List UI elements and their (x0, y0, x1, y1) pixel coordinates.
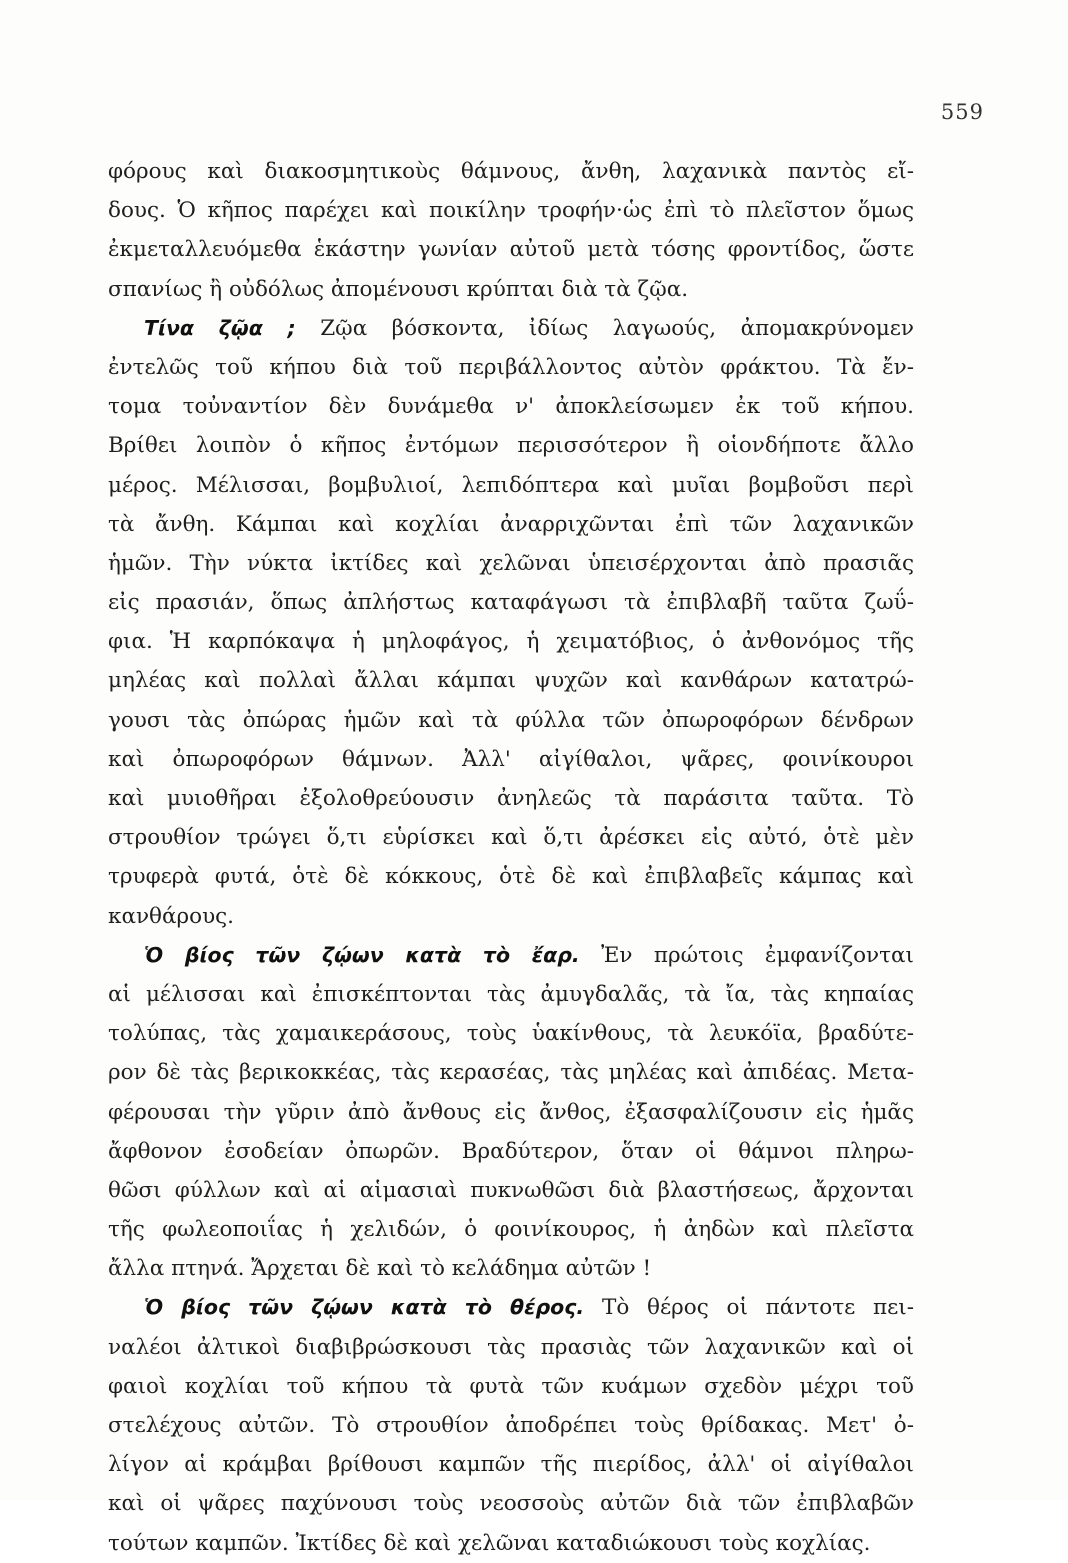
text-line: τῆς φωλεοποιΐας ἡ χελιδών, ὁ φοινίκουρος, ἡ ἀηδὼν καὶ πλεῖστα (108, 1217, 914, 1243)
text-line: καὶ μυιοθῆραι ἐξολοθρεύουσιν ἀνηλεῶς τὰ παράσιτα ταῦτα. Τὸ (108, 786, 914, 811)
text-line: τὰ ἄνθη. Κάμπαι καὶ κοχλίαι ἀναρριχῶνται ἐπὶ τῶν λαχανικῶν (108, 511, 914, 537)
text-line: ἐντελῶς τοῦ κήπου διὰ τοῦ περιβάλλοντος αὐτὸν φράκτου. Τὰ ἔν- (108, 354, 914, 380)
text-line: τομα τοὐναντίον δὲν δυνάμεθα ν' ἀποκλείσωμεν ἐκ τοῦ κήπου. (108, 394, 914, 420)
text-line: εἰς πρασιάν, ὅπως ἀπλήστως καταφάγωσι τὰ ἐπιβλαβῆ ταῦτα ζωΰ- (108, 590, 914, 616)
text-line: καὶ ὀπωροφόρων θάμνων. Ἀλλ' αἰγίθαλοι, ψᾶρες, φοινίκουροι (108, 746, 914, 772)
text-line: φόρους καὶ διακοσμητικοὺς θάμνους, ἄνθη, λαχανικὰ παντὸς εἴ- (108, 159, 914, 184)
text-line: γουσι τὰς ὀπώρας ἡμῶν καὶ τὰ φύλλα τῶν ὀπωροφόρων δένδρων (108, 707, 914, 733)
text-line: στρουθίον τρώγει ὅ,τι εὑρίσκει καὶ ὅ,τι ἀρέσκει εἰς αὐτό, ὁτὲ μὲν (108, 825, 914, 851)
section-first-line-text: Τὸ θέρος οἱ πάντοτε πει- (602, 1295, 914, 1321)
section-first-line (108, 309, 914, 348)
text-line: ἄφθονον ἐσοδείαν ὀπωρῶν. Βραδύτερον, ὅταν οἱ θάμνοι πληρω- (108, 1138, 914, 1164)
text-line: σπανίως ἢ οὐδόλως ἀπομένουσι κρύπται διὰ τὰ ζῷα. (108, 276, 689, 302)
section-heading: Τίνα ζῷα ; (144, 315, 296, 340)
text-line: φαιοὶ κοχλίαι τοῦ κήπου τὰ φυτὰ τῶν κυάμων σχεδὸν μέχρι τοῦ (108, 1373, 914, 1399)
text-line: ἐκμεταλλευόμεθα ἑκάστην γωνίαν αὐτοῦ μετὰ τόσης φροντίδος, ὥστε (108, 237, 914, 263)
text-line: ρον δὲ τὰς βερικοκκέας, τὰς κερασέας, τὰς μηλέας καὶ ἀπιδέας. Μετα- (108, 1060, 914, 1086)
text-line: θῶσι φύλλων καὶ αἱ αἱμασιαὶ πυκνωθῶσι διὰ βλαστήσεως, ἄρχονται (108, 1177, 914, 1203)
text-line: τρυφερὰ φυτά, ὁτὲ δὲ κόκκους, ὁτὲ δὲ καὶ ἐπιβλαβεῖς κάμπας καὶ (108, 864, 914, 890)
text-line: καὶ οἱ ψᾶρες παχύνουσι τοὺς νεοσσοὺς αὐτῶν διὰ τῶν ἐπιβλαβῶν (108, 1491, 914, 1517)
section-first-line-text: Ἐν πρώτοις ἐμφανίζονται (601, 942, 914, 968)
section-first-line-text: Ζῷα βόσκοντα, ἰδίως λαγωούς, ἀπομακρύνομεν (320, 315, 914, 341)
text-line: τούτων καμπῶν. Ἰκτίδες δὲ καὶ χελῶναι καταδιώκουσι τοὺς κοχλίας. (108, 1530, 871, 1556)
text-line: Βρίθει λοιπὸν ὁ κῆπος ἐντόμων περισσότερον ἢ οἱονδήποτε ἄλλο (108, 433, 914, 459)
text-line: ἄλλα πτηνά. Ἄρχεται δὲ καὶ τὸ κελάδημα αὐτῶν ! (108, 1256, 652, 1282)
text-line: λίγον αἱ κράμβαι βρίθουσι καμπῶν τῆς πιερίδος, ἀλλ' οἱ αἰγίθαλοι (108, 1452, 914, 1478)
text-line: φια. Ἡ καρπόκαψα ἡ μηλοφάγος, ἡ χειματόβιος, ὁ ἀνθονόμος τῆς (108, 629, 914, 655)
text-line: ἡμῶν. Τὴν νύκτα ἰκτίδες καὶ χελῶναι ὑπεισέρχονται ἀπὸ πρασιᾶς (108, 550, 914, 576)
text-line: κανθάρους. (108, 903, 235, 929)
text-line: μέρος. Μέλισσαι, βομβυλιοί, λεπιδόπτερα καὶ μυῖαι βομβοῦσι περὶ (108, 472, 914, 498)
text-line: στελέχους αὐτῶν. Τὸ στρουθίον ἀποδρέπει τοὺς θρίδακας. Μετ' ὀ- (108, 1413, 914, 1438)
text-line: μηλέας καὶ πολλαὶ ἄλλαι κάμπαι ψυχῶν καὶ κανθάρων κατατρώ- (108, 668, 914, 694)
text-line: αἱ μέλισσαι καὶ ἐπισκέπτονται τὰς ἀμυγδαλᾶς, τὰ ἴα, τὰς κηπαίας (108, 981, 914, 1007)
section-first-line (108, 1288, 914, 1327)
text-line: τολύπας, τὰς χαμαικεράσους, τοὺς ὑακίνθους, τὰ λευκόϊα, βραδύτε- (108, 1021, 914, 1047)
section-first-line (108, 936, 914, 975)
section-heading: Ὁ βίος τῶν ζῴων κατὰ τὸ θέρος. (144, 1295, 585, 1320)
text-line: φέρουσαι τὴν γῦριν ἀπὸ ἄνθους εἰς ἄνθος, ἐξασφαλίζουσιν εἰς ἡμᾶς (108, 1099, 914, 1125)
text-body (108, 152, 914, 1563)
text-line: δους. Ὁ κῆπος παρέχει καὶ ποικίλην τροφήν·ὡς ἐπὶ τὸ πλεῖστον ὅμως (108, 198, 914, 224)
text-line: ναλέοι ἀλτικοὶ διαβιβρώσκουσι τὰς πρασιὰς τῶν λαχανικῶν καὶ οἱ (108, 1334, 914, 1360)
section-heading: Ὁ βίος τῶν ζῴων κατὰ τὸ ἔαρ. (144, 942, 580, 967)
page-number: 559 (940, 100, 984, 124)
